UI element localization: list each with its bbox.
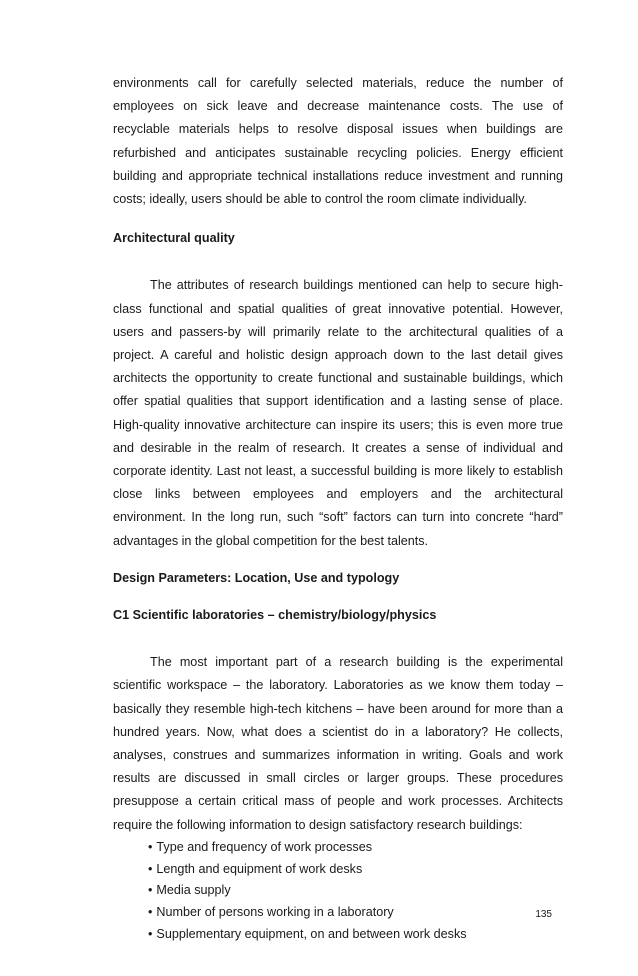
- list-item: [148, 837, 563, 859]
- bullet-icon: •: [148, 861, 153, 876]
- heading-c1-laboratories: C1 Scientific laboratories – chemistry/biology/physics: [113, 608, 437, 623]
- list-item-text: Type and frequency of work processes: [156, 839, 373, 854]
- heading-architectural-quality: Architectural quality: [113, 231, 235, 246]
- bullet-icon: •: [148, 839, 153, 854]
- heading-design-parameters: Design Parameters: Location, Use and typology: [113, 570, 400, 585]
- laboratories-paragraph: The most important part of a research building is the experimental scientific workspace – the laboratory. Laboratories as we know them today – basically they resemble high-tech kitchens – have been around for more than a hundred years. Now, what does a scientist do in a laboratory? He collects, analyses, construes and summarizes information in writing. Goals and work results are discussed in small circles or larger groups. These procedures presuppose a certain critical mass of people and work processes. Architects require the following information to design satisfactory research buildings:: [113, 655, 563, 832]
- list-item-text: Number of persons working in a laboratory: [156, 905, 394, 920]
- page-number: 135: [535, 909, 552, 920]
- architectural-quality-paragraph: The attributes of research buildings mentioned can help to secure high-class functional and spatial qualities of great innovative potential. However, users and passers-by will primarily relate to the architectural qualities of a project. A careful and holistic design approach down to the last detail gives architects the opportunity to create functional and sustainable buildings, which offer spatial qualities that support identification and a lasting sense of place. High-quality innovative architecture can inspire its users; this is even more true and desirable in the realm of research. It creates a sense of individual and corporate identity. Last not least, a successful building is more likely to establish close links between employees and employers and the architectural environment. In the long run, such “soft” factors can turn into concrete “hard” advantages in the global competition for the best talents.: [113, 278, 563, 548]
- bullet-icon: •: [148, 927, 153, 942]
- document-page: [113, 72, 563, 946]
- list-item: [148, 859, 563, 881]
- list-item-text: Supplementary equipment, on and between work desks: [156, 927, 467, 942]
- list-item-text: Length and equipment of work desks: [156, 861, 363, 876]
- bullet-icon: •: [148, 905, 153, 920]
- list-item-text: Media supply: [156, 883, 231, 898]
- list-item: [148, 924, 563, 946]
- list-item: [148, 902, 563, 924]
- intro-paragraph: environments call for carefully selected materials, reduce the number of employees on sick leave and decrease maintenance costs. The use of recyclable materials helps to resolve disposal issues when buildings are refurbished and anticipates sustainable recycling policies. Energy efficient building and appropriate technical installations reduce investment and running costs; ideally, users should be able to control the room climate individually.: [113, 76, 563, 207]
- bullet-icon: •: [148, 883, 153, 898]
- requirements-list: [113, 837, 563, 946]
- list-item: [148, 880, 563, 902]
